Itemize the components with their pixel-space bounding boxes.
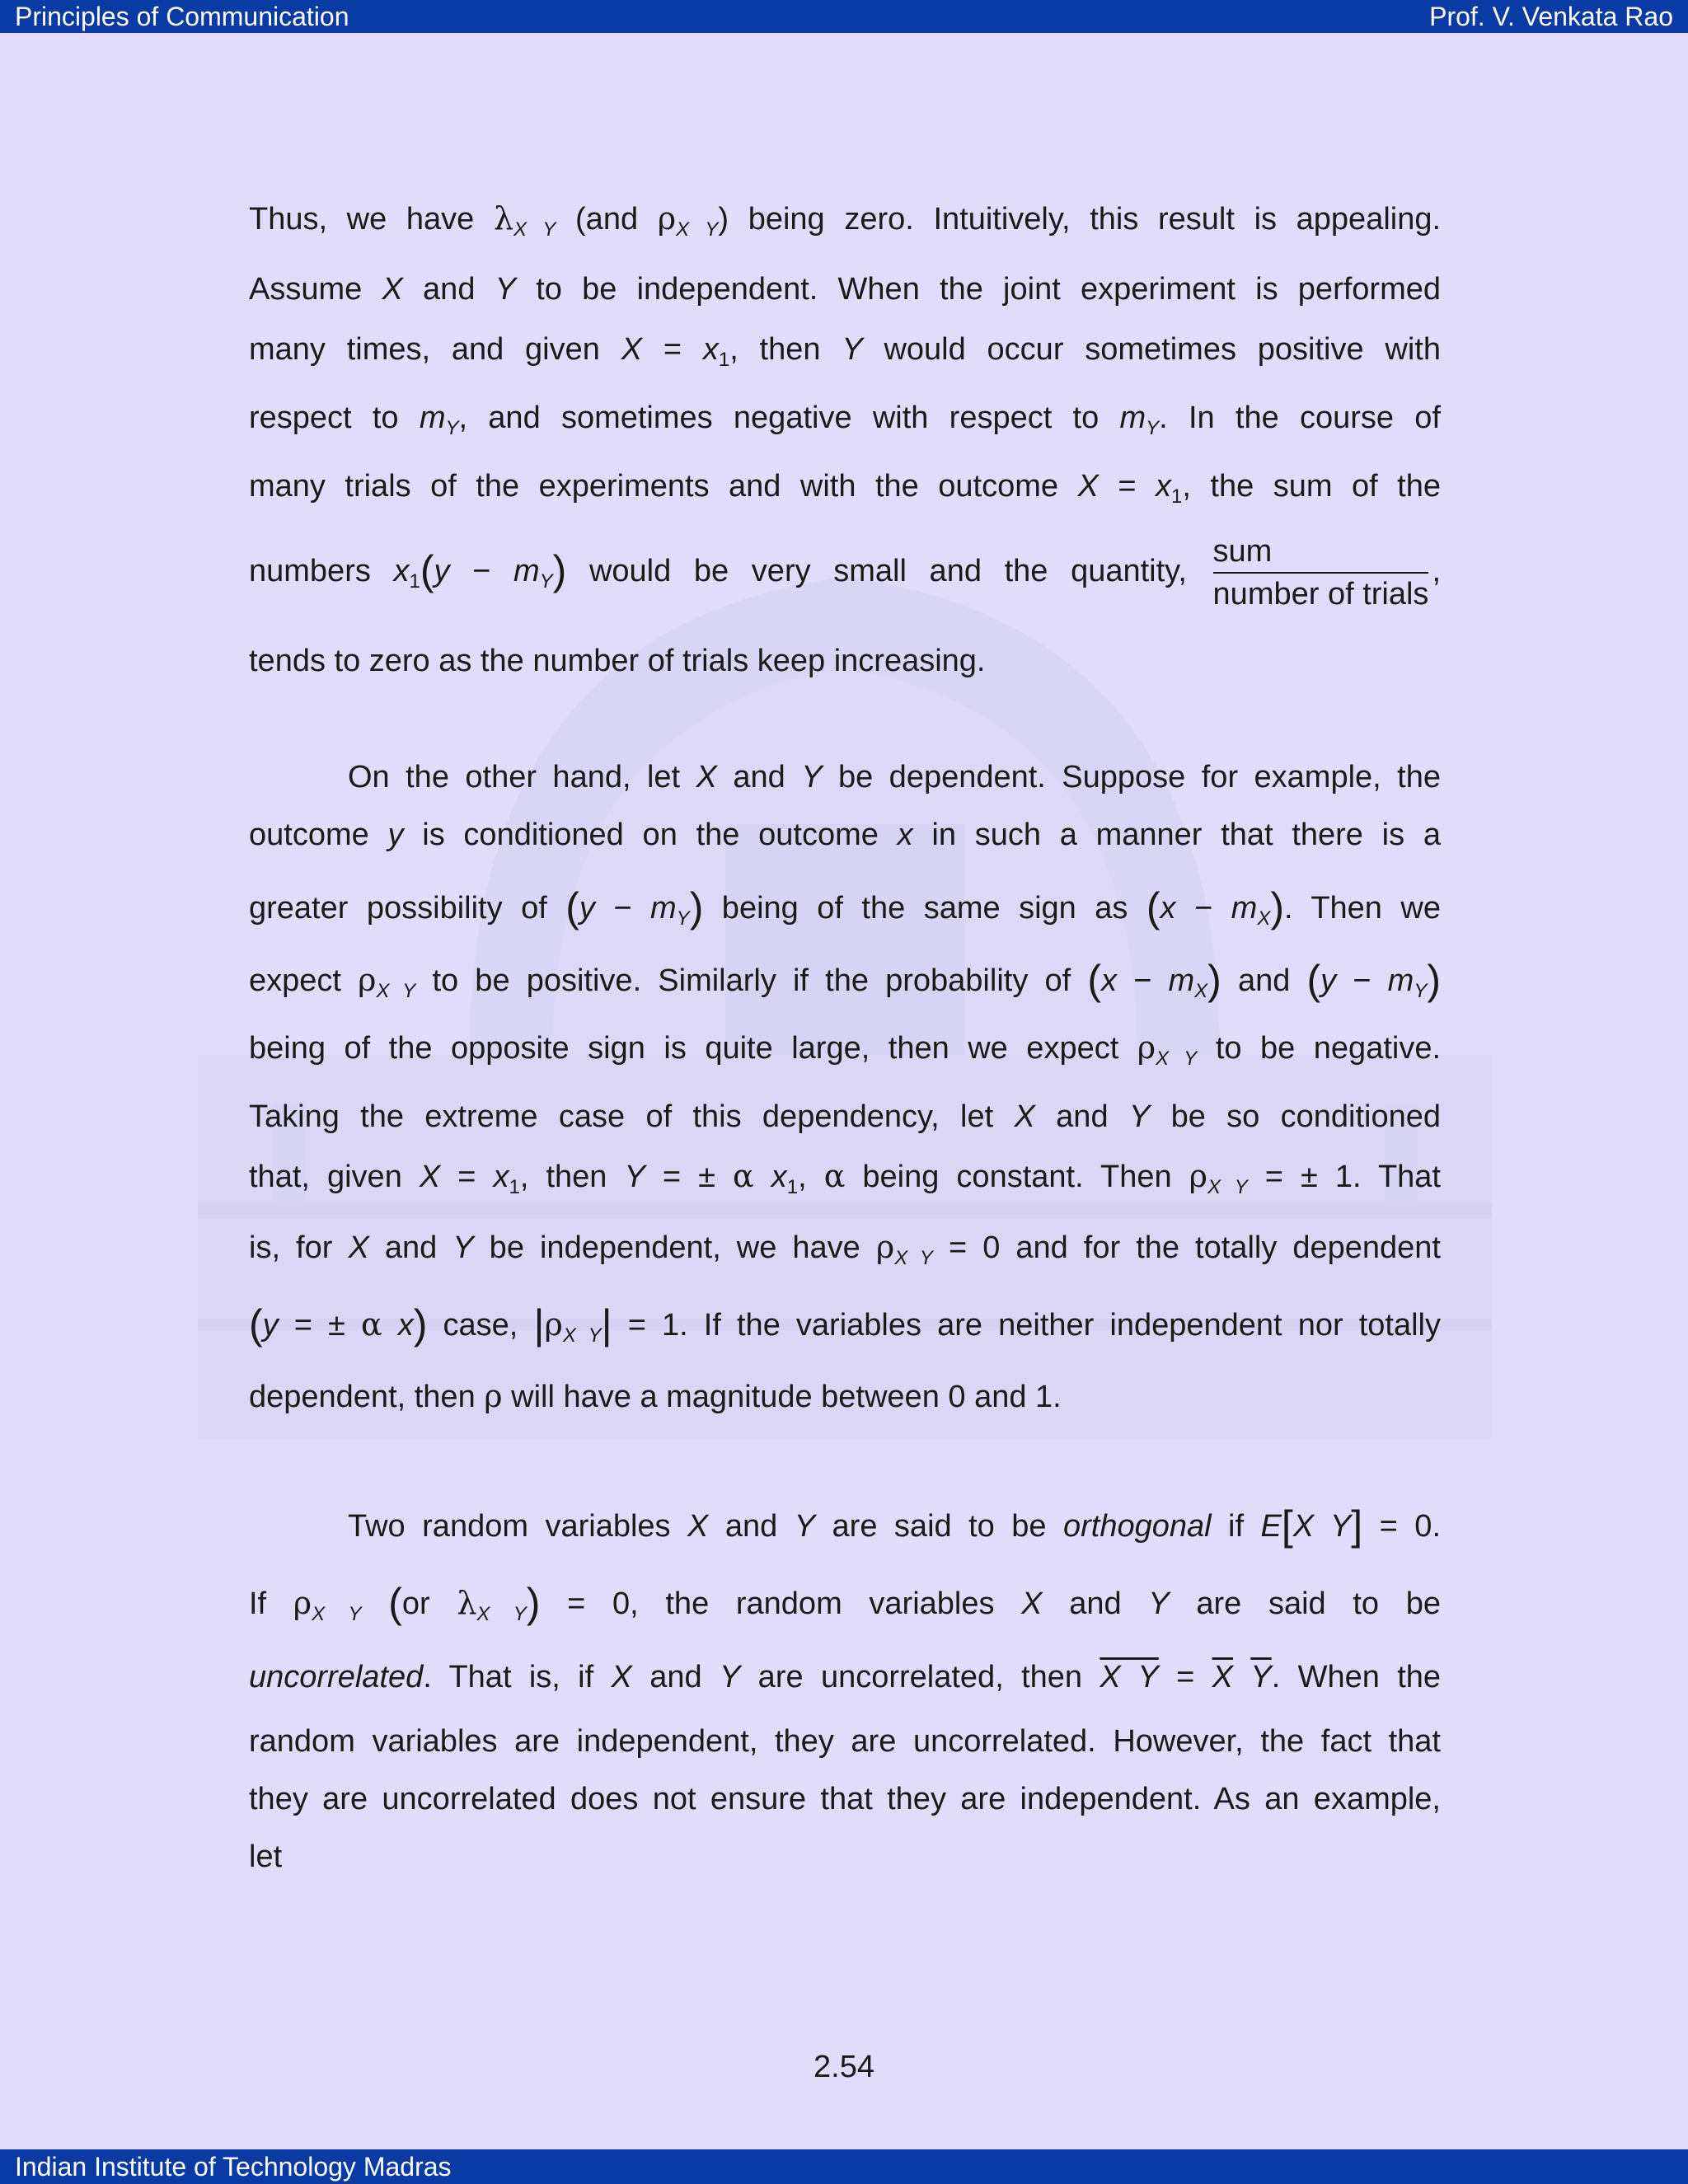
paragraph-3-line-2: If $\rho_{X Y}$ (or $\lambda_{X Y}) = 0$, the random variables X and Y are said to be [249,1580,1441,1626]
paragraph-2-line-5: being of the opposite sign is quite large, then we expect $\rho_{X Y}$ to be negative. [249,1029,1442,1070]
page-footer [0,2149,1688,2184]
paragraph-2-line-7: that, given $X = x_1$, then Y = ± α $x_1$, α being constant. Then $\rho_{X Y}$ = ± 1. That [249,1158,1441,1198]
paragraph-2-line-6: Taking the extreme case of this dependency, let X and Y be so conditioned [249,1099,1441,1134]
paragraph-2-line-3: greater possibility of $(y - m_Y)$ being of the same sign as $(x - m_X)$. Then we [249,884,1441,930]
paragraph-1-line-5: many trials of the experiments and with the outcome $X = x_1$, the sum of the [249,469,1441,508]
paragraph-1-line-6: numbers $x_1(y - m_Y)$ would be very small and the quantity, $\frac{\text{sum}}{\text{number of trials}}$ , [249,534,1441,612]
paragraph-1-line-7: tends to zero as the number of trials keep increasing. [249,644,986,678]
course-title: Principles of Communication [15,2,349,31]
paragraph-2-line-8: is, for X and Y be independent, we have $\rho_{X Y} = 0$ and for the totally dependent [249,1229,1441,1269]
paragraph-2-line-4: expect $\rho_{X Y}$ to be positive. Similarly if the probability of $(x - m_X)$ and $(y - m_Y)$ [249,957,1441,1003]
paragraph-2-line-1: On the other hand, let X and Y be dependent. Suppose for example, the [348,760,1441,794]
paragraph-3-line-4: random variables are independent, they are uncorrelated. However, the fact that [249,1724,1441,1759]
paragraph-1-line-1: Thus, we have $\lambda_{X Y}$ (and $\rho_{X Y}$) being zero. Intuitively, this result is appealing. [249,200,1442,241]
author-name: Prof. V. Venkata Rao [1429,2,1673,31]
page-header [0,0,1688,33]
paragraph-2-line-2: outcome y is conditioned on the outcome x in such a manner that there is a [249,818,1441,852]
paragraph-2-line-9: (y = ± α x) case, $|\rho_{X Y}| = 1$. If the variables are neither independent nor totally [249,1301,1441,1347]
paragraph-3-line-6: let [249,1840,283,1874]
paragraph-1-line-2: Assume X and Y to be independent. When the joint experiment is performed [249,272,1441,307]
page-number: 2.54 [814,2050,874,2084]
paragraph-3-line-5: they are uncorrelated does not ensure that they are independent. As an example, [249,1782,1441,1816]
paragraph-2-line-10: dependent, then ρ will have a magnitude between 0 and 1. [249,1378,1062,1414]
sum-over-trials-fraction: $\frac{\text{sum}}{\text{number of trials}}$ [1212,534,1429,612]
paragraph-1-line-3: many times, and given $X = x_1$, then Y would occur sometimes positive with [249,332,1441,371]
paragraph-3-line-3: uncorrelated. That is, if X and Y are uncorrelated, then X $Y = \overline{X}$ $\overline{Y}$. When the [249,1660,1442,1694]
paragraph-3-line-1: Two random variables X and Y are said to be orthogonal if E[X Y] = 0. [348,1502,1442,1549]
paragraph-1-line-4: respect to $m_Y$, and sometimes negative with respect to $m_Y$. In the course of [249,401,1441,439]
institution-name: Indian Institute of Technology Madras [15,2152,452,2182]
